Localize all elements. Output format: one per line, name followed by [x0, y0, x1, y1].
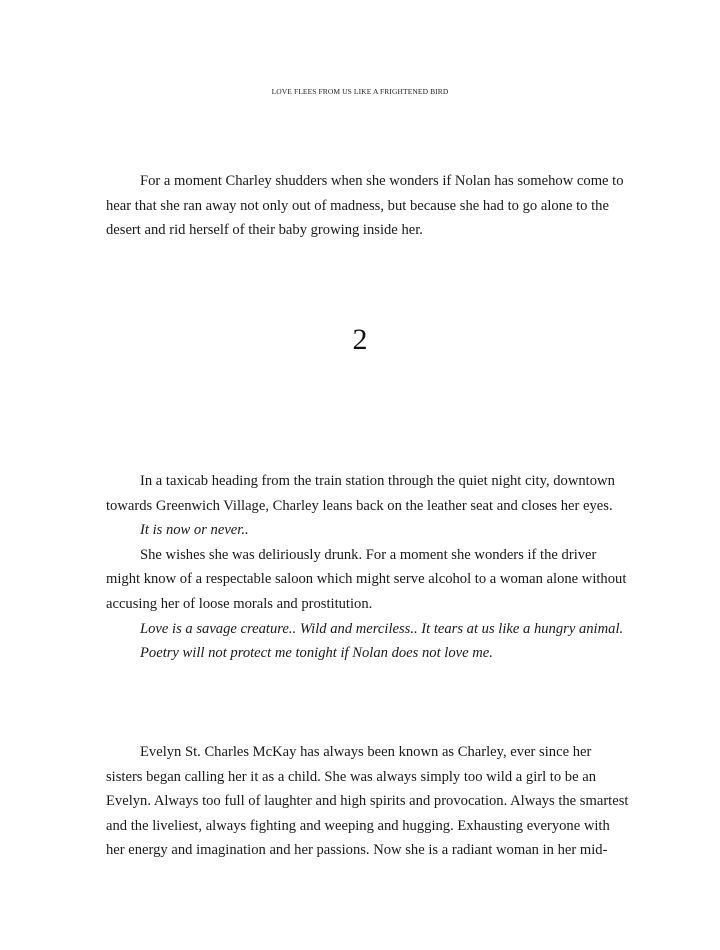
text-line: accusing her of loose morals and prostitution.: [106, 595, 373, 612]
chapter-number: 2: [352, 323, 368, 356]
text-line: her energy and imagination and her passions. Now she is a radiant woman in her mid-: [106, 842, 608, 859]
italic-thought: Poetry will not protect me tonight if Nolan does not love me.: [140, 645, 493, 662]
text-line: Evelyn St. Charles McKay has always been known as Charley, ever since her: [140, 744, 592, 760]
text-line: She wishes she was deliriously drunk. For a moment she wonders if the driver: [140, 546, 597, 563]
paragraph-evelyn: [106, 740, 629, 863]
text-line: Evelyn. Always too full of laughter and high spirits and provocation. Always the smartest: [106, 793, 629, 810]
section-taxicab: [106, 469, 627, 666]
text-line: towards Greenwich Village, Charley leans back on the leather seat and closes her eyes.: [106, 497, 613, 514]
text-line: might know of a respectable saloon which might serve alcohol to a woman alone without: [106, 571, 627, 588]
text-line: sisters began calling her it as a child. She was always simply too wild a girl to be an: [106, 768, 597, 785]
italic-thought: It is now or never..: [140, 522, 249, 539]
text-line: hear that she ran away not only out of madness, but because she had to go alone to the: [106, 197, 609, 214]
text-line: desert and rid herself of their baby growing inside her.: [106, 222, 423, 239]
text-line: For a moment Charley shudders when she wonders if Nolan has somehow come to: [140, 173, 624, 189]
text-line: and the liveliest, always fighting and weeping and hugging. Exhausting everyone with: [106, 817, 610, 834]
italic-thought: Love is a savage creature.. Wild and merciless.. It tears at us like a hungry animal.: [140, 620, 624, 637]
paragraph-charley-shudders: [106, 169, 624, 243]
running-header: LOVE FLEES FROM US LIKE A FRIGHTENED BIRD: [271, 87, 449, 96]
text-line: In a taxicab heading from the train station through the quiet night city, downtown: [140, 473, 615, 489]
